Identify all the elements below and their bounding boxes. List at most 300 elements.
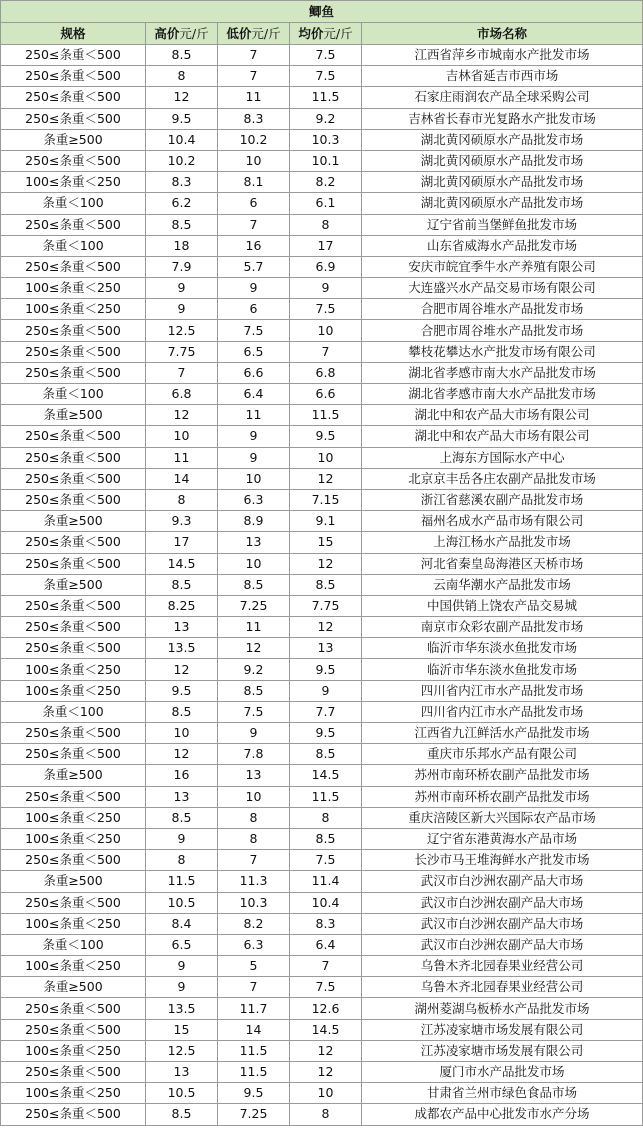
cell-market-name: 湖北黄冈硕原水产品批发市场 [362, 172, 643, 193]
cell-low-price: 11.5 [218, 1062, 290, 1083]
table-row [1, 341, 643, 362]
table-row [1, 405, 643, 426]
cell-market-name: 湖北省孝感市南大水产品批发市场 [362, 362, 643, 383]
cell-low-price: 6 [218, 193, 290, 214]
cell-spec: 100≤条重＜250 [1, 680, 146, 701]
table-row [1, 934, 643, 955]
cell-low-price: 6.3 [218, 489, 290, 510]
cell-avg-price: 12.6 [290, 998, 362, 1019]
cell-market-name: 上海东方国际水产中心 [362, 447, 643, 468]
cell-high-price: 10.5 [146, 1083, 218, 1104]
cell-spec: 250≤条重＜500 [1, 489, 146, 510]
cell-market-name: 合肥市周谷堆水产品批发市场 [362, 320, 643, 341]
cell-avg-price: 8.5 [290, 828, 362, 849]
cell-avg-price: 10 [290, 1083, 362, 1104]
table-row [1, 828, 643, 849]
cell-low-price: 8.2 [218, 913, 290, 934]
cell-low-price: 6.3 [218, 934, 290, 955]
table-row [1, 638, 643, 659]
cell-high-price: 9.3 [146, 511, 218, 532]
cell-spec: 条重＜100 [1, 384, 146, 405]
cell-high-price: 8.5 [146, 214, 218, 235]
cell-high-price: 11.5 [146, 871, 218, 892]
cell-avg-price: 10 [290, 320, 362, 341]
cell-spec: 250≤条重＜500 [1, 150, 146, 171]
cell-market-name: 厦门市水产品批发市场 [362, 1062, 643, 1083]
cell-spec: 250≤条重＜500 [1, 447, 146, 468]
table-row [1, 913, 643, 934]
table-row [1, 553, 643, 574]
cell-avg-price: 12 [290, 1040, 362, 1061]
cell-avg-price: 7.5 [290, 850, 362, 871]
cell-spec: 250≤条重＜500 [1, 87, 146, 108]
cell-avg-price: 11.5 [290, 87, 362, 108]
table-row [1, 172, 643, 193]
cell-low-price: 11 [218, 617, 290, 638]
cell-low-price: 11.5 [218, 1040, 290, 1061]
cell-high-price: 7 [146, 362, 218, 383]
cell-spec: 100≤条重＜250 [1, 172, 146, 193]
table-row [1, 1062, 643, 1083]
cell-high-price: 8 [146, 489, 218, 510]
cell-spec: 条重≥500 [1, 574, 146, 595]
cell-low-price: 7.25 [218, 595, 290, 616]
table-row [1, 617, 643, 638]
cell-high-price: 13.5 [146, 998, 218, 1019]
cell-market-name: 湖州菱湖乌板桥水产品批发市场 [362, 998, 643, 1019]
table-row [1, 468, 643, 489]
cell-market-name: 湖北中和农产品大市场有限公司 [362, 405, 643, 426]
cell-high-price: 6.5 [146, 934, 218, 955]
cell-avg-price: 9.5 [290, 426, 362, 447]
cell-high-price: 10 [146, 723, 218, 744]
cell-avg-price: 6.1 [290, 193, 362, 214]
cell-market-name: 苏州市南环桥农副产品批发市场 [362, 786, 643, 807]
cell-avg-price: 6.8 [290, 362, 362, 383]
cell-avg-price: 7.7 [290, 701, 362, 722]
cell-high-price: 7.75 [146, 341, 218, 362]
cell-avg-price: 8 [290, 1104, 362, 1125]
cell-spec: 100≤条重＜250 [1, 1083, 146, 1104]
cell-low-price: 7.8 [218, 744, 290, 765]
table-row [1, 807, 643, 828]
cell-low-price: 7.5 [218, 701, 290, 722]
table-row [1, 447, 643, 468]
cell-spec: 100≤条重＜250 [1, 807, 146, 828]
cell-spec: 250≤条重＜500 [1, 850, 146, 871]
cell-spec: 条重≥500 [1, 765, 146, 786]
cell-avg-price: 9.1 [290, 511, 362, 532]
cell-spec: 250≤条重＜500 [1, 723, 146, 744]
cell-high-price: 13 [146, 786, 218, 807]
cell-spec: 250≤条重＜500 [1, 595, 146, 616]
table-row [1, 235, 643, 256]
cell-spec: 条重＜100 [1, 934, 146, 955]
cell-market-name: 大连盛兴水产品交易市场有限公司 [362, 278, 643, 299]
cell-high-price: 9 [146, 299, 218, 320]
table-row [1, 362, 643, 383]
cell-low-price: 8 [218, 807, 290, 828]
cell-avg-price: 12 [290, 468, 362, 489]
cell-low-price: 11 [218, 87, 290, 108]
cell-market-name: 吉林省延吉市西市场 [362, 66, 643, 87]
cell-low-price: 10.2 [218, 129, 290, 150]
cell-market-name: 四川省内江市水产品批发市场 [362, 680, 643, 701]
cell-low-price: 10 [218, 468, 290, 489]
cell-market-name: 武汉市白沙洲农副产品大市场 [362, 913, 643, 934]
cell-high-price: 8.5 [146, 701, 218, 722]
cell-spec: 250≤条重＜500 [1, 532, 146, 553]
cell-high-price: 9.5 [146, 680, 218, 701]
table-row [1, 871, 643, 892]
cell-market-name: 上海江杨水产品批发市场 [362, 532, 643, 553]
cell-avg-price: 7 [290, 341, 362, 362]
table-row [1, 574, 643, 595]
cell-low-price: 5.7 [218, 256, 290, 277]
cell-avg-price: 6.6 [290, 384, 362, 405]
cell-spec: 条重≥500 [1, 405, 146, 426]
cell-low-price: 13 [218, 532, 290, 553]
cell-market-name: 北京京丰岳各庄农副产品批发市场 [362, 468, 643, 489]
cell-market-name: 合肥市周谷堆水产品批发市场 [362, 299, 643, 320]
column-header-high-price: 高价元/斤 [146, 23, 218, 45]
table-row [1, 1040, 643, 1061]
cell-spec: 250≤条重＜500 [1, 468, 146, 489]
cell-market-name: 辽宁省前当堡鲜鱼批发市场 [362, 214, 643, 235]
cell-spec: 250≤条重＜500 [1, 341, 146, 362]
cell-market-name: 中国供销上饶农产品交易城 [362, 595, 643, 616]
table-row [1, 998, 643, 1019]
cell-avg-price: 11.5 [290, 405, 362, 426]
cell-high-price: 11 [146, 447, 218, 468]
table-row [1, 278, 643, 299]
cell-low-price: 11.3 [218, 871, 290, 892]
table-row [1, 150, 643, 171]
cell-avg-price: 7 [290, 956, 362, 977]
cell-spec: 250≤条重＜500 [1, 553, 146, 574]
column-header-spec: 规格 [1, 23, 146, 45]
cell-market-name: 成都农产品中心批发市水产分场 [362, 1104, 643, 1125]
cell-avg-price: 9 [290, 278, 362, 299]
cell-market-name: 临沂市华东淡水鱼批发市场 [362, 659, 643, 680]
cell-avg-price: 11.4 [290, 871, 362, 892]
cell-high-price: 8.5 [146, 807, 218, 828]
table-row [1, 320, 643, 341]
table-row [1, 892, 643, 913]
cell-low-price: 8.5 [218, 680, 290, 701]
header-row [1, 23, 643, 45]
table-row [1, 765, 643, 786]
cell-low-price: 7 [218, 850, 290, 871]
cell-high-price: 12 [146, 744, 218, 765]
cell-high-price: 12.5 [146, 1040, 218, 1061]
table-row [1, 66, 643, 87]
cell-high-price: 10.4 [146, 129, 218, 150]
cell-low-price: 6.6 [218, 362, 290, 383]
cell-market-name: 武汉市白沙洲农副产品大市场 [362, 892, 643, 913]
cell-high-price: 8.5 [146, 574, 218, 595]
cell-spec: 100≤条重＜250 [1, 956, 146, 977]
cell-low-price: 16 [218, 235, 290, 256]
cell-high-price: 8.3 [146, 172, 218, 193]
cell-avg-price: 15 [290, 532, 362, 553]
cell-low-price: 6.5 [218, 341, 290, 362]
table-row [1, 532, 643, 553]
cell-market-name: 武汉市白沙洲农副产品大市场 [362, 934, 643, 955]
table-row [1, 511, 643, 532]
cell-high-price: 8 [146, 850, 218, 871]
cell-avg-price: 9.5 [290, 659, 362, 680]
cell-spec: 250≤条重＜500 [1, 744, 146, 765]
cell-low-price: 5 [218, 956, 290, 977]
cell-high-price: 8 [146, 66, 218, 87]
cell-spec: 100≤条重＜250 [1, 828, 146, 849]
cell-low-price: 7 [218, 66, 290, 87]
table-title: 鲫鱼 [1, 1, 643, 23]
cell-spec: 条重＜100 [1, 193, 146, 214]
cell-market-name: 山东省威海水产品批发市场 [362, 235, 643, 256]
table-row [1, 256, 643, 277]
cell-market-name: 云南华潮水产品批发市场 [362, 574, 643, 595]
cell-market-name: 江西省九江鲜活水产品批发市场 [362, 723, 643, 744]
cell-high-price: 9 [146, 956, 218, 977]
cell-high-price: 16 [146, 765, 218, 786]
cell-high-price: 6.2 [146, 193, 218, 214]
cell-high-price: 14 [146, 468, 218, 489]
cell-market-name: 江西省萍乡市城南水产批发市场 [362, 45, 643, 66]
cell-low-price: 6 [218, 299, 290, 320]
table-row [1, 977, 643, 998]
cell-high-price: 15 [146, 1019, 218, 1040]
cell-avg-price: 6.9 [290, 256, 362, 277]
cell-avg-price: 8.3 [290, 913, 362, 934]
cell-high-price: 14.5 [146, 553, 218, 574]
table-row [1, 108, 643, 129]
cell-avg-price: 10.1 [290, 150, 362, 171]
cell-market-name: 浙江省慈溪农副产品批发市场 [362, 489, 643, 510]
table-row [1, 680, 643, 701]
cell-avg-price: 12 [290, 553, 362, 574]
cell-spec: 100≤条重＜250 [1, 913, 146, 934]
cell-market-name: 重庆涪陵区新大兴国际农产品市场 [362, 807, 643, 828]
cell-market-name: 南京市众彩农副产品批发市场 [362, 617, 643, 638]
table-row [1, 659, 643, 680]
table-row [1, 786, 643, 807]
table-row [1, 956, 643, 977]
cell-high-price: 8.5 [146, 45, 218, 66]
cell-spec: 条重＜100 [1, 235, 146, 256]
cell-market-name: 临沂市华东淡水鱼批发市场 [362, 638, 643, 659]
cell-spec: 条重≥500 [1, 511, 146, 532]
cell-avg-price: 12 [290, 617, 362, 638]
cell-low-price: 11 [218, 405, 290, 426]
cell-spec: 250≤条重＜500 [1, 362, 146, 383]
cell-high-price: 9 [146, 278, 218, 299]
cell-high-price: 8.5 [146, 1104, 218, 1125]
cell-low-price: 7 [218, 45, 290, 66]
table-row [1, 214, 643, 235]
cell-spec: 250≤条重＜500 [1, 256, 146, 277]
cell-market-name: 安庆市皖宜季牛水产养殖有限公司 [362, 256, 643, 277]
cell-low-price: 8.5 [218, 574, 290, 595]
cell-avg-price: 11.5 [290, 786, 362, 807]
cell-avg-price: 10 [290, 447, 362, 468]
cell-avg-price: 12 [290, 1062, 362, 1083]
table-row [1, 426, 643, 447]
table-row [1, 1019, 643, 1040]
cell-high-price: 12.5 [146, 320, 218, 341]
cell-low-price: 9 [218, 278, 290, 299]
cell-spec: 250≤条重＜500 [1, 66, 146, 87]
cell-market-name: 乌鲁木齐北园春果业经营公司 [362, 956, 643, 977]
cell-avg-price: 8.2 [290, 172, 362, 193]
cell-high-price: 17 [146, 532, 218, 553]
cell-low-price: 7.5 [218, 320, 290, 341]
table-row [1, 489, 643, 510]
cell-spec: 250≤条重＜500 [1, 1104, 146, 1125]
cell-high-price: 10.2 [146, 150, 218, 171]
cell-market-name: 福州名成水产品市场有限公司 [362, 511, 643, 532]
cell-high-price: 9.5 [146, 108, 218, 129]
table-body [1, 45, 643, 1126]
cell-market-name: 攀枝花攀达水产批发市场有限公司 [362, 341, 643, 362]
cell-low-price: 13 [218, 765, 290, 786]
cell-avg-price: 8 [290, 807, 362, 828]
cell-avg-price: 7.75 [290, 595, 362, 616]
cell-low-price: 9.5 [218, 1083, 290, 1104]
cell-market-name: 武汉市白沙洲农副产品大市场 [362, 871, 643, 892]
cell-low-price: 9 [218, 723, 290, 744]
cell-avg-price: 7.15 [290, 489, 362, 510]
table-row [1, 595, 643, 616]
cell-spec: 100≤条重＜250 [1, 278, 146, 299]
cell-spec: 条重＜100 [1, 701, 146, 722]
cell-avg-price: 17 [290, 235, 362, 256]
cell-low-price: 8.1 [218, 172, 290, 193]
table-row [1, 129, 643, 150]
table-row [1, 1083, 643, 1104]
cell-low-price: 7 [218, 977, 290, 998]
cell-high-price: 10 [146, 426, 218, 447]
column-header-avg-price: 均价元/斤 [290, 23, 362, 45]
cell-low-price: 9.2 [218, 659, 290, 680]
cell-high-price: 9 [146, 828, 218, 849]
cell-high-price: 12 [146, 405, 218, 426]
cell-avg-price: 7.5 [290, 299, 362, 320]
cell-spec: 250≤条重＜500 [1, 108, 146, 129]
cell-high-price: 8.25 [146, 595, 218, 616]
table-row [1, 193, 643, 214]
cell-avg-price: 9.2 [290, 108, 362, 129]
cell-spec: 250≤条重＜500 [1, 320, 146, 341]
cell-market-name: 江苏凌家塘市场发展有限公司 [362, 1040, 643, 1061]
column-header-low-price: 低价元/斤 [218, 23, 290, 45]
table-row [1, 701, 643, 722]
table-row [1, 384, 643, 405]
cell-high-price: 18 [146, 235, 218, 256]
cell-market-name: 河北省秦皇岛海港区天桥市场 [362, 553, 643, 574]
cell-low-price: 11.7 [218, 998, 290, 1019]
cell-low-price: 12 [218, 638, 290, 659]
cell-market-name: 重庆市乐邦水产品有限公司 [362, 744, 643, 765]
cell-spec: 250≤条重＜500 [1, 998, 146, 1019]
cell-avg-price: 7.5 [290, 977, 362, 998]
cell-low-price: 10.3 [218, 892, 290, 913]
cell-high-price: 13 [146, 617, 218, 638]
table-row [1, 299, 643, 320]
cell-avg-price: 14.5 [290, 1019, 362, 1040]
cell-low-price: 10 [218, 786, 290, 807]
cell-high-price: 6.8 [146, 384, 218, 405]
cell-market-name: 辽宁省东港黄海水产品市场 [362, 828, 643, 849]
cell-spec: 条重≥500 [1, 129, 146, 150]
cell-spec: 250≤条重＜500 [1, 892, 146, 913]
cell-market-name: 长沙市马王堆海鲜水产批发市场 [362, 850, 643, 871]
cell-low-price: 9 [218, 447, 290, 468]
cell-low-price: 8.3 [218, 108, 290, 129]
cell-low-price: 8 [218, 828, 290, 849]
table-row [1, 87, 643, 108]
column-header-market-name: 市场名称 [362, 23, 643, 45]
cell-high-price: 7.9 [146, 256, 218, 277]
cell-avg-price: 7.5 [290, 45, 362, 66]
cell-low-price: 7 [218, 214, 290, 235]
table-row [1, 744, 643, 765]
cell-low-price: 8.9 [218, 511, 290, 532]
cell-low-price: 14 [218, 1019, 290, 1040]
table-row [1, 1104, 643, 1125]
cell-high-price: 13.5 [146, 638, 218, 659]
cell-market-name: 甘肃省兰州市绿色食品市场 [362, 1083, 643, 1104]
cell-market-name: 江苏凌家塘市场发展有限公司 [362, 1019, 643, 1040]
cell-low-price: 6.4 [218, 384, 290, 405]
cell-avg-price: 9.5 [290, 723, 362, 744]
cell-high-price: 12 [146, 87, 218, 108]
cell-market-name: 湖北中和农产品大市场有限公司 [362, 426, 643, 447]
cell-spec: 250≤条重＜500 [1, 426, 146, 447]
cell-avg-price: 8.5 [290, 574, 362, 595]
cell-low-price: 10 [218, 150, 290, 171]
cell-spec: 250≤条重＜500 [1, 638, 146, 659]
cell-avg-price: 10.4 [290, 892, 362, 913]
cell-spec: 100≤条重＜250 [1, 659, 146, 680]
cell-avg-price: 7.5 [290, 66, 362, 87]
cell-spec: 条重≥500 [1, 977, 146, 998]
table-row [1, 723, 643, 744]
table-row [1, 850, 643, 871]
cell-avg-price: 14.5 [290, 765, 362, 786]
cell-avg-price: 8 [290, 214, 362, 235]
cell-high-price: 8.4 [146, 913, 218, 934]
cell-avg-price: 6.4 [290, 934, 362, 955]
cell-spec: 250≤条重＜500 [1, 617, 146, 638]
cell-avg-price: 13 [290, 638, 362, 659]
cell-spec: 100≤条重＜250 [1, 299, 146, 320]
cell-avg-price: 10.3 [290, 129, 362, 150]
cell-spec: 250≤条重＜500 [1, 1019, 146, 1040]
cell-high-price: 9 [146, 977, 218, 998]
cell-spec: 250≤条重＜500 [1, 45, 146, 66]
cell-spec: 250≤条重＜500 [1, 214, 146, 235]
cell-high-price: 12 [146, 659, 218, 680]
cell-avg-price: 8.5 [290, 744, 362, 765]
cell-high-price: 13 [146, 1062, 218, 1083]
cell-low-price: 7.25 [218, 1104, 290, 1125]
cell-market-name: 吉林省长春市光复路水产批发市场 [362, 108, 643, 129]
cell-market-name: 苏州市南环桥农副产品批发市场 [362, 765, 643, 786]
cell-spec: 250≤条重＜500 [1, 786, 146, 807]
cell-spec: 条重≥500 [1, 871, 146, 892]
